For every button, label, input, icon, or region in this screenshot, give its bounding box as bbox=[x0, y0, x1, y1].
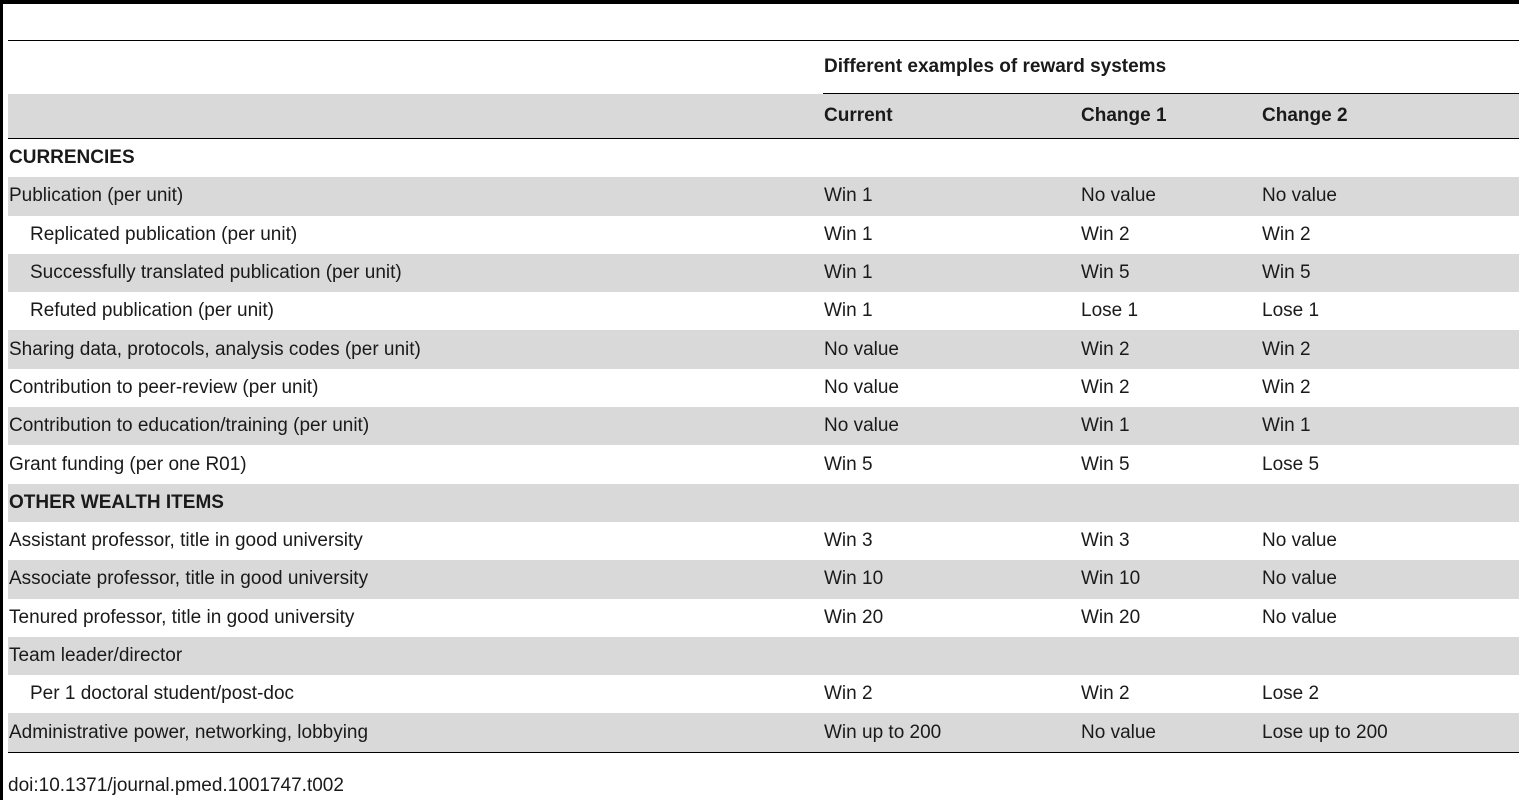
cell-change-1: Win 2 bbox=[1080, 330, 1261, 368]
table-row bbox=[8, 675, 1519, 713]
row-label: Tenured professor, title in good university bbox=[9, 606, 355, 628]
row-label: Associate professor, title in good university bbox=[8, 560, 823, 598]
cell-change-2: Lose up to 200 bbox=[1261, 713, 1519, 752]
reward-systems-table-container bbox=[8, 40, 1519, 753]
cell-change-2: Win 2 bbox=[1262, 376, 1311, 398]
top-border-rule bbox=[0, 0, 1519, 4]
row-label: Replicated publication (per unit) bbox=[30, 223, 298, 245]
cell-change-2: Lose 1 bbox=[1262, 300, 1320, 322]
cell-change-1: Win 2 bbox=[1081, 223, 1130, 245]
section-label: OTHER WEALTH ITEMS bbox=[8, 484, 823, 522]
table-row bbox=[8, 599, 1519, 637]
row-label: Publication (per unit) bbox=[8, 177, 823, 215]
row-label: Administrative power, networking, lobbying bbox=[8, 713, 823, 752]
row-label: Assistant professor, title in good university bbox=[9, 530, 363, 552]
row-label: Sharing data, protocols, analysis codes (per unit) bbox=[8, 330, 823, 368]
cell-change-1: Win 20 bbox=[1081, 606, 1141, 628]
cell-current: Win 3 bbox=[824, 530, 873, 552]
column-header-label bbox=[8, 94, 823, 139]
cell-change-2 bbox=[1261, 139, 1519, 178]
column-header-change-2: Change 2 bbox=[1261, 94, 1519, 139]
cell-change-1: Win 2 bbox=[1081, 683, 1130, 705]
cell-current: Win up to 200 bbox=[823, 713, 1080, 752]
cell-change-1: Win 3 bbox=[1081, 530, 1130, 552]
table-row bbox=[8, 522, 1519, 560]
cell-change-1: Win 10 bbox=[1080, 560, 1261, 598]
cell-change-2: Lose 2 bbox=[1262, 683, 1320, 705]
column-header-change-1: Change 1 bbox=[1080, 94, 1261, 139]
reward-systems-table bbox=[8, 40, 1519, 753]
table-row bbox=[8, 254, 1519, 292]
cell-current: Win 1 bbox=[824, 300, 873, 322]
cell-change-2 bbox=[1261, 637, 1519, 675]
column-header-current: Current bbox=[823, 94, 1080, 139]
cell-change-2: No value bbox=[1261, 177, 1519, 215]
table-row bbox=[8, 330, 1519, 368]
cell-current: No value bbox=[824, 376, 899, 398]
cell-change-2: Win 5 bbox=[1261, 254, 1519, 292]
table-row bbox=[8, 177, 1519, 215]
table-header bbox=[8, 41, 1519, 139]
cell-change-2: Win 2 bbox=[1262, 223, 1311, 245]
cell-change-2 bbox=[1261, 484, 1519, 522]
cell-change-1: No value bbox=[1080, 177, 1261, 215]
column-header-row bbox=[8, 94, 1519, 139]
cell-change-2: No value bbox=[1262, 606, 1337, 628]
cell-change-1: Win 5 bbox=[1080, 254, 1261, 292]
cell-change-2: Lose 5 bbox=[1262, 453, 1320, 475]
row-label: Successfully translated publication (per unit) bbox=[8, 254, 823, 292]
row-label: Grant funding (per one R01) bbox=[9, 453, 247, 475]
cell-current: No value bbox=[823, 407, 1080, 445]
section-label: CURRENCIES bbox=[9, 147, 135, 169]
cell-change-1: Lose 1 bbox=[1081, 300, 1139, 322]
table-row bbox=[8, 216, 1519, 254]
group-header-label: Different examples of reward systems bbox=[823, 41, 1519, 94]
table-row bbox=[8, 637, 1519, 675]
table-row bbox=[8, 292, 1519, 330]
cell-change-2: Win 1 bbox=[1261, 407, 1519, 445]
group-header-spacer bbox=[8, 41, 823, 94]
cell-change-2: No value bbox=[1262, 530, 1337, 552]
row-label: Contribution to peer-review (per unit) bbox=[9, 376, 319, 398]
doi-caption: doi:10.1371/journal.pmed.1001747.t002 bbox=[8, 775, 344, 796]
left-border-rule bbox=[0, 0, 3, 800]
cell-current: Win 20 bbox=[824, 606, 884, 628]
group-header-row bbox=[8, 41, 1519, 94]
cell-current: Win 1 bbox=[824, 223, 873, 245]
cell-change-2: No value bbox=[1261, 560, 1519, 598]
cell-current bbox=[823, 139, 1080, 178]
cell-current bbox=[823, 484, 1080, 522]
cell-change-1: Win 5 bbox=[1081, 453, 1130, 475]
cell-current: Win 10 bbox=[823, 560, 1080, 598]
cell-change-1: Win 2 bbox=[1081, 376, 1130, 398]
table-row bbox=[8, 445, 1519, 483]
table-row bbox=[8, 407, 1519, 445]
cell-change-2: Win 2 bbox=[1261, 330, 1519, 368]
cell-change-1: No value bbox=[1080, 713, 1261, 752]
table-row bbox=[8, 369, 1519, 407]
section-header-row bbox=[8, 139, 1519, 178]
cell-current: Win 1 bbox=[823, 254, 1080, 292]
row-label: Per 1 doctoral student/post-doc bbox=[30, 683, 295, 705]
row-label: Refuted publication (per unit) bbox=[30, 300, 274, 322]
cell-current: Win 1 bbox=[823, 177, 1080, 215]
cell-current: Win 2 bbox=[824, 683, 873, 705]
table-body bbox=[8, 139, 1519, 753]
table-row bbox=[8, 560, 1519, 598]
row-label: Team leader/director bbox=[8, 637, 823, 675]
cell-current: Win 5 bbox=[824, 453, 873, 475]
cell-change-1: Win 1 bbox=[1080, 407, 1261, 445]
row-label: Contribution to education/training (per unit) bbox=[8, 407, 823, 445]
section-header-row bbox=[8, 484, 1519, 522]
cell-change-1 bbox=[1080, 139, 1261, 178]
cell-current: No value bbox=[823, 330, 1080, 368]
cell-change-1 bbox=[1080, 484, 1261, 522]
cell-change-1 bbox=[1080, 637, 1261, 675]
cell-current bbox=[823, 637, 1080, 675]
table-row bbox=[8, 713, 1519, 752]
